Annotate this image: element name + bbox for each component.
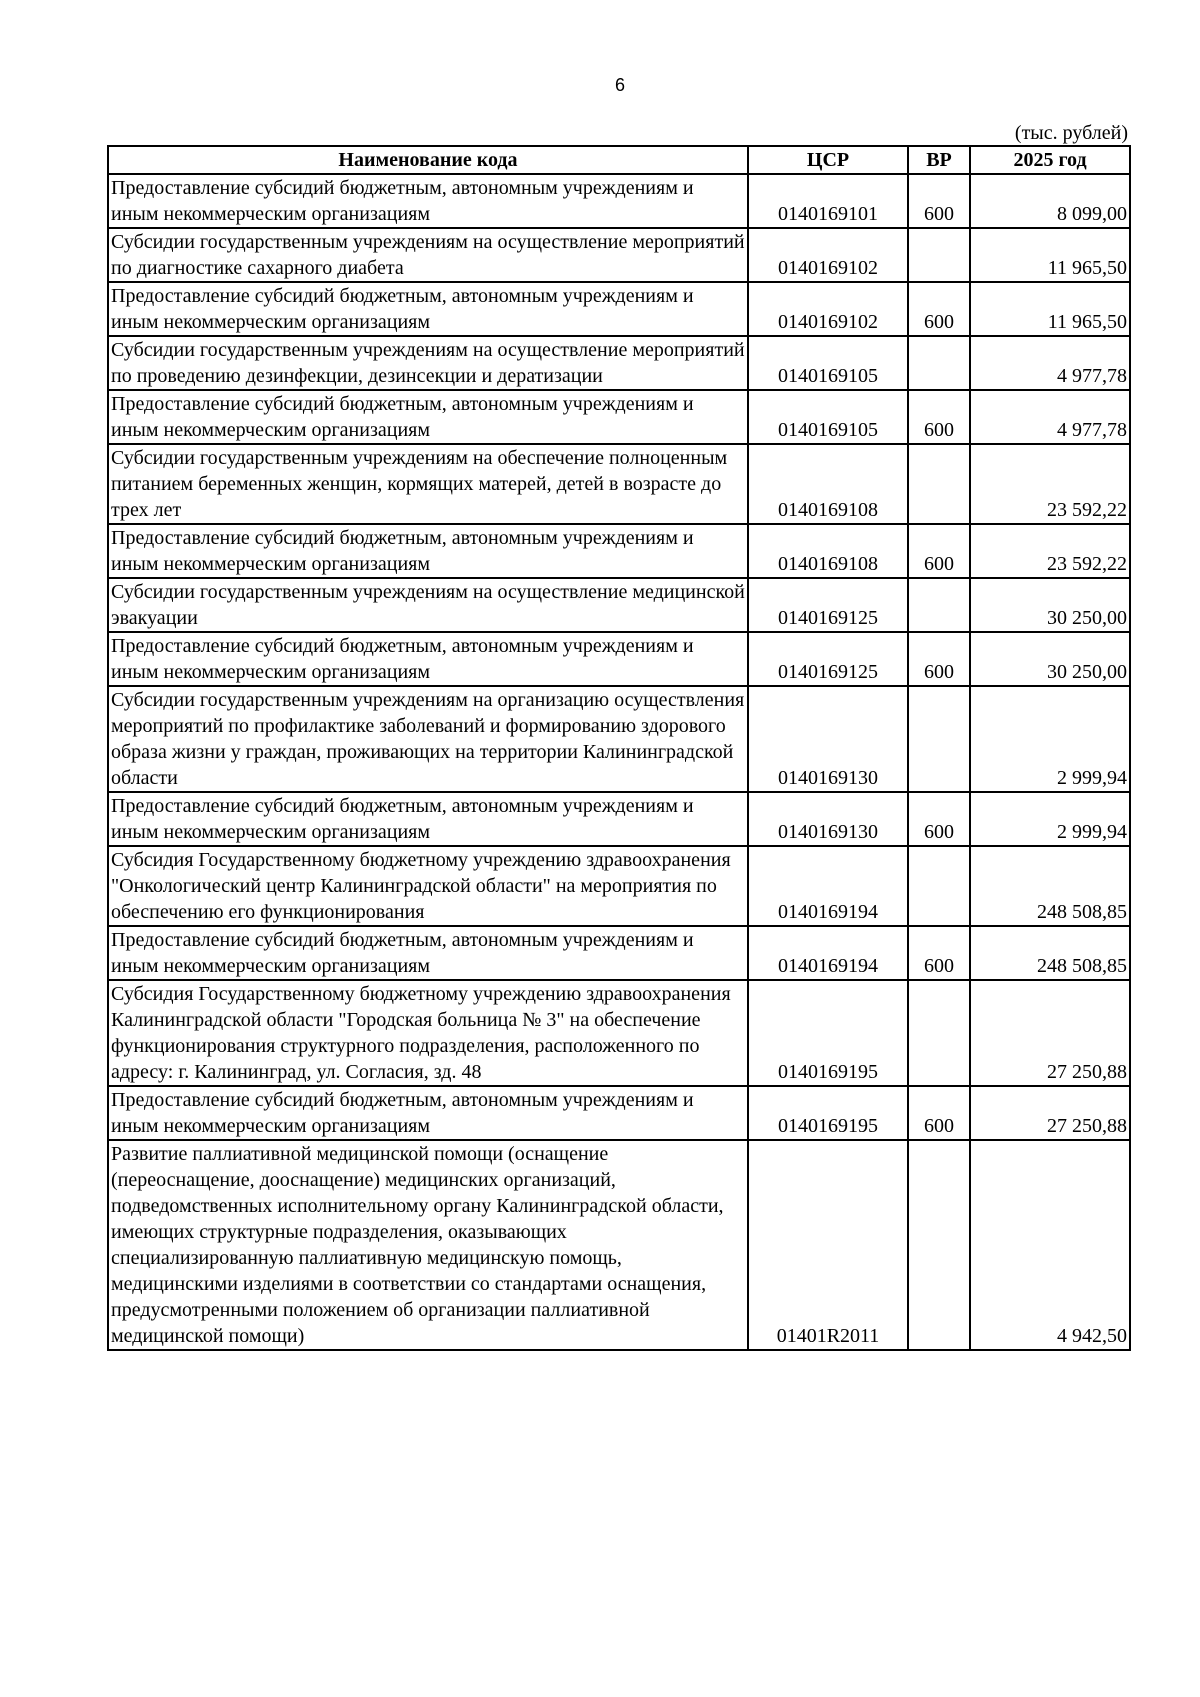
row-amount: 4 977,78: [970, 336, 1130, 390]
row-csr: 0140169125: [748, 578, 908, 632]
row-vr: 600: [908, 174, 970, 228]
table-row: [108, 1086, 1130, 1140]
table-row: [108, 390, 1130, 444]
row-name: Субсидии государственным учреждениям на осуществление мероприятий по проведению дезинфекции, дезинсекции и дератизации: [108, 336, 748, 390]
budget-table: [107, 145, 1131, 1351]
row-name: Субсидии государственным учреждениям на обеспечение полноценным питанием беременных женщин, кормящих матерей, детей в возрасте до трех лет: [108, 444, 748, 524]
row-vr: 600: [908, 524, 970, 578]
row-name: Предоставление субсидий бюджетным, автономным учреждениям и иным некоммерческим организациям: [108, 282, 748, 336]
row-vr: 600: [908, 792, 970, 846]
row-vr: [908, 228, 970, 282]
header-amount: 2025 год: [970, 146, 1130, 174]
table-row: [108, 336, 1130, 390]
row-amount: 11 965,50: [970, 282, 1130, 336]
row-csr: 0140169195: [748, 1086, 908, 1140]
row-csr: 0140169108: [748, 524, 908, 578]
row-csr: 0140169105: [748, 336, 908, 390]
table-row: [108, 792, 1130, 846]
header-csr: ЦСР: [748, 146, 908, 174]
row-csr: 0140169101: [748, 174, 908, 228]
row-vr: 600: [908, 926, 970, 980]
row-name: Субсидия Государственному бюджетному учреждению здравоохранения Калининградской области "Городская больница № 3" на обеспечение функционирования структурного подразделения, расположенного по адресу: г. Калининград, ул. Согласия, зд. 48: [108, 980, 748, 1086]
row-vr: 600: [908, 390, 970, 444]
table-row: [108, 578, 1130, 632]
row-name: Субсидии государственным учреждениям на осуществление мероприятий по диагностике сахарного диабета: [108, 228, 748, 282]
header-name: Наименование кода: [108, 146, 748, 174]
page-number: 6: [614, 75, 625, 95]
row-name: Предоставление субсидий бюджетным, автономным учреждениям и иным некоммерческим организациям: [108, 390, 748, 444]
table-row: [108, 282, 1130, 336]
row-name: Предоставление субсидий бюджетным, автономным учреждениям и иным некоммерческим организациям: [108, 524, 748, 578]
row-amount: 2 999,94: [970, 792, 1130, 846]
row-csr: 0140169105: [748, 390, 908, 444]
row-csr: 0140169125: [748, 632, 908, 686]
row-csr: 0140169130: [748, 686, 908, 792]
row-amount: 4 942,50: [970, 1140, 1130, 1350]
table-row: [108, 926, 1130, 980]
table-row: [108, 980, 1130, 1086]
row-amount: 248 508,85: [970, 926, 1130, 980]
row-vr: [908, 846, 970, 926]
row-amount: 30 250,00: [970, 578, 1130, 632]
row-vr: [908, 686, 970, 792]
row-name: Предоставление субсидий бюджетным, автономным учреждениям и иным некоммерческим организациям: [108, 792, 748, 846]
row-vr: [908, 980, 970, 1086]
row-name: Развитие паллиативной медицинской помощи (оснащение (переоснащение, дооснащение) медицинских организаций, подведомственных исполнительному органу Калининградской области, имеющих структурные подразделения, оказывающих специализированную паллиативную медицинскую помощь, медицинскими изделиями в соответствии со стандартами оснащения, предусмотренными положением об организации паллиативной медицинской помощи): [108, 1140, 748, 1350]
row-amount: 4 977,78: [970, 390, 1130, 444]
table-row: [108, 632, 1130, 686]
row-vr: [908, 444, 970, 524]
row-name: Предоставление субсидий бюджетным, автономным учреждениям и иным некоммерческим организациям: [108, 632, 748, 686]
table-row: [108, 228, 1130, 282]
row-vr: 600: [908, 632, 970, 686]
table-row: [108, 524, 1130, 578]
table-row: [108, 444, 1130, 524]
row-vr: [908, 1140, 970, 1350]
table-header-row: [108, 146, 1130, 174]
row-csr: 0140169194: [748, 926, 908, 980]
row-csr: 0140169130: [748, 792, 908, 846]
row-vr: 600: [908, 1086, 970, 1140]
row-csr: 0140169102: [748, 228, 908, 282]
row-name: Субсидии государственным учреждениям на организацию осуществления мероприятий по профилактике заболеваний и формированию здорового образа жизни у граждан, проживающих на территории Калининградской области: [108, 686, 748, 792]
row-csr: 0140169195: [748, 980, 908, 1086]
row-name: Предоставление субсидий бюджетным, автономным учреждениям и иным некоммерческим организациям: [108, 926, 748, 980]
row-name: Субсидия Государственному бюджетному учреждению здравоохранения "Онкологический центр Калининградской области" на мероприятия по обеспечению его функционирования: [108, 846, 748, 926]
row-name: Субсидии государственным учреждениям на осуществление медицинской эвакуации: [108, 578, 748, 632]
row-name: Предоставление субсидий бюджетным, автономным учреждениям и иным некоммерческим организациям: [108, 1086, 748, 1140]
row-vr: [908, 336, 970, 390]
table-row: [108, 686, 1130, 792]
row-amount: 23 592,22: [970, 444, 1130, 524]
row-csr: 0140169194: [748, 846, 908, 926]
row-csr: 0140169102: [748, 282, 908, 336]
row-amount: 248 508,85: [970, 846, 1130, 926]
row-vr: 600: [908, 282, 970, 336]
row-csr: 0140169108: [748, 444, 908, 524]
row-amount: 27 250,88: [970, 980, 1130, 1086]
row-amount: 23 592,22: [970, 524, 1130, 578]
row-amount: 11 965,50: [970, 228, 1130, 282]
header-vr: ВР: [908, 146, 970, 174]
row-csr: 01401R2011: [748, 1140, 908, 1350]
row-name: Предоставление субсидий бюджетным, автономным учреждениям и иным некоммерческим организациям: [108, 174, 748, 228]
row-amount: 27 250,88: [970, 1086, 1130, 1140]
row-amount: 8 099,00: [970, 174, 1130, 228]
row-vr: [908, 578, 970, 632]
units-note: (тыс. рублей): [1014, 122, 1128, 144]
table-row: [108, 174, 1130, 228]
row-amount: 30 250,00: [970, 632, 1130, 686]
table-row: [108, 846, 1130, 926]
row-amount: 2 999,94: [970, 686, 1130, 792]
table-row: [108, 1140, 1130, 1350]
